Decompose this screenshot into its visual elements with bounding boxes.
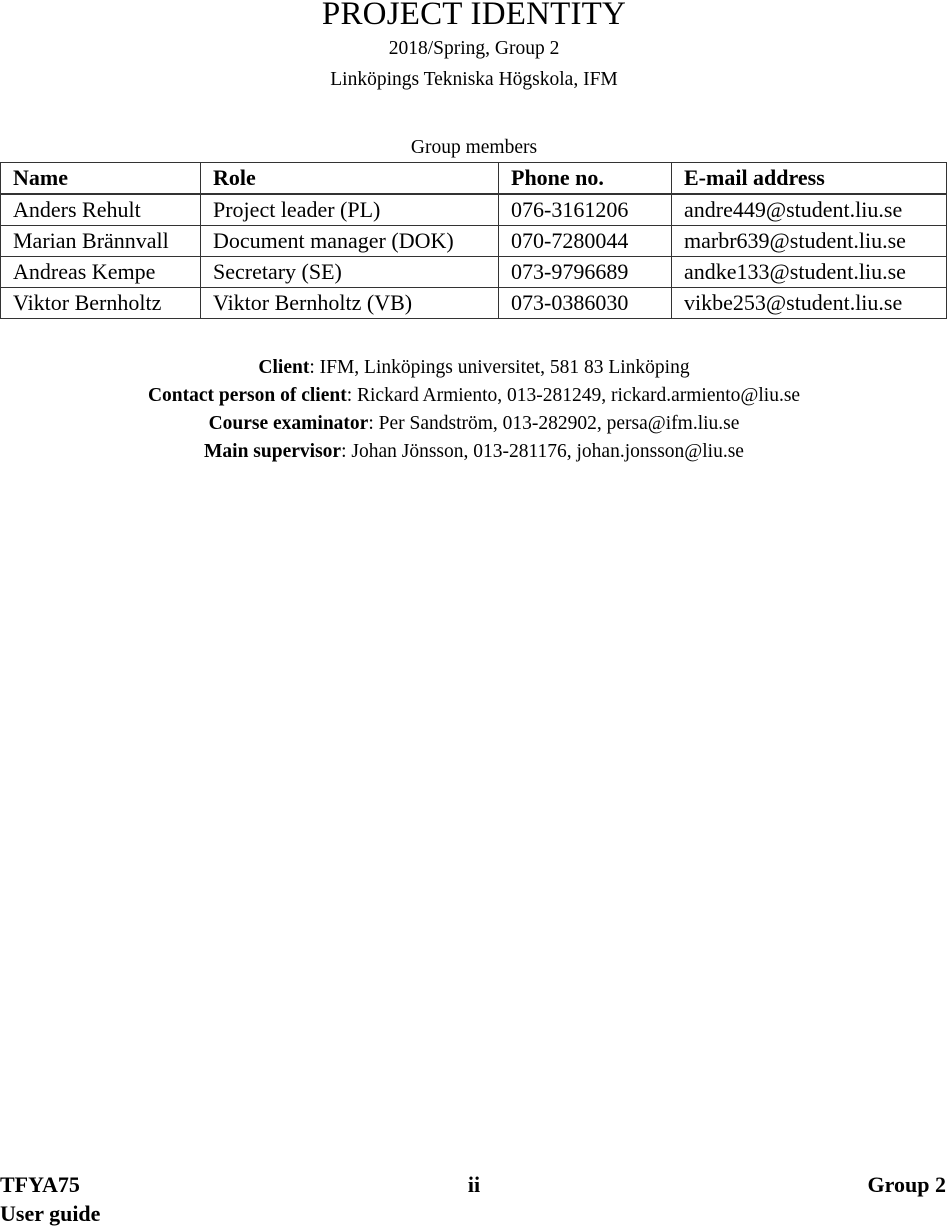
member-role: Project leader (PL) <box>201 194 499 226</box>
contact-person-line <box>0 384 948 408</box>
member-name: Marian Brännvall <box>1 226 201 257</box>
table-row <box>1 257 947 288</box>
client-line <box>0 356 948 380</box>
footer-group: Group 2 <box>867 1172 946 1197</box>
client-value: : IFM, Linköpings universitet, 581 83 Linköping <box>309 357 690 378</box>
page-title: PROJECT IDENTITY <box>321 0 627 32</box>
column-header-phone: Phone no. <box>499 163 672 195</box>
column-header-name: Name <box>1 163 201 195</box>
member-email: andke133@student.liu.se <box>672 257 947 288</box>
footer-course-code: TFYA75 <box>0 1172 80 1197</box>
supervisor-line <box>0 440 948 464</box>
footer-document-type: User guide <box>0 1201 101 1226</box>
table-row <box>1 226 947 257</box>
examinator-line <box>0 412 948 436</box>
member-email: andre449@student.liu.se <box>672 194 947 226</box>
term-group-subtitle: 2018/Spring, Group 2 <box>388 38 560 59</box>
supervisor-value: : Johan Jönsson, 013-281176, johan.jonsson@liu.se <box>341 441 744 462</box>
member-role: Document manager (DOK) <box>201 226 499 257</box>
table-header-row <box>1 163 947 195</box>
member-name: Viktor Bernholtz <box>1 288 201 319</box>
contact-person-value: : Rickard Armiento, 013-281249, rickard.armiento@liu.se <box>346 385 801 406</box>
table-row <box>1 288 947 319</box>
footer-page-number: ii <box>467 1172 481 1197</box>
column-header-role: Role <box>201 163 499 195</box>
member-name: Andreas Kempe <box>1 257 201 288</box>
column-header-email: E-mail address <box>672 163 947 195</box>
member-phone: 073-9796689 <box>499 257 672 288</box>
table-caption: Group members <box>410 137 538 158</box>
contact-person-label: Contact person of client <box>147 385 347 406</box>
member-email: vikbe253@student.liu.se <box>672 288 947 319</box>
member-phone: 073-0386030 <box>499 288 672 319</box>
supervisor-label: Main supervisor <box>204 441 342 462</box>
table-row <box>1 194 947 226</box>
member-name: Anders Rehult <box>1 194 201 226</box>
member-phone: 076-3161206 <box>499 194 672 226</box>
group-members-table <box>0 162 947 319</box>
member-role: Viktor Bernholtz (VB) <box>201 288 499 319</box>
member-role: Secretary (SE) <box>201 257 499 288</box>
examinator-value: : Per Sandström, 013-282902, persa@ifm.liu.se <box>368 413 740 434</box>
member-phone: 070-7280044 <box>499 226 672 257</box>
client-label: Client <box>258 357 310 378</box>
examinator-label: Course examinator <box>208 413 369 434</box>
institution-subtitle: Linköpings Tekniska Högskola, IFM <box>330 69 618 90</box>
member-email: marbr639@student.liu.se <box>672 226 947 257</box>
